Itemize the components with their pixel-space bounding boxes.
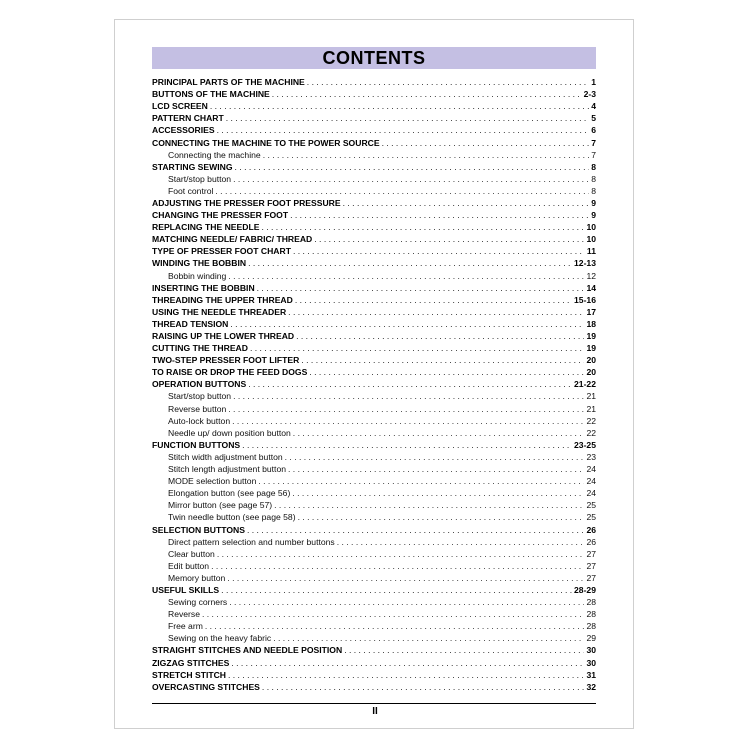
toc-entry	[152, 112, 596, 124]
toc-entry-page: 28	[586, 609, 596, 620]
dot-leader	[343, 198, 590, 208]
toc-entry-page: 19	[586, 343, 596, 354]
toc-subentry	[152, 511, 596, 523]
dot-leader	[248, 258, 572, 268]
toc-entry	[152, 221, 596, 233]
toc-entry-label: THREADING THE UPPER THREAD	[152, 294, 293, 305]
toc-entry-label: Mirror button (see page 57)	[168, 500, 273, 511]
toc-entry	[152, 100, 596, 112]
toc-entry-label: Sewing on the heavy fabric	[168, 633, 272, 644]
toc-entry-page: 7	[591, 137, 596, 148]
dot-leader	[226, 113, 589, 123]
dot-leader	[230, 319, 584, 329]
toc-entry-label: Needle up/ down position button	[168, 427, 291, 438]
toc-entry	[152, 294, 596, 306]
dot-leader	[258, 476, 584, 486]
toc-entry-label: Free arm	[168, 621, 203, 632]
toc-entry	[152, 378, 596, 390]
dot-leader	[274, 500, 584, 510]
toc-entry	[152, 681, 596, 693]
dot-leader	[337, 537, 585, 547]
toc-subentry	[152, 548, 596, 560]
toc-entry	[152, 88, 596, 100]
dot-leader	[233, 174, 589, 184]
toc-entry-page: 27	[586, 572, 596, 583]
toc-entry-page: 23-25	[574, 439, 596, 450]
toc-entry-page: 11	[586, 246, 596, 257]
dot-leader	[288, 464, 584, 474]
toc-entry	[152, 245, 596, 257]
toc-subentry	[152, 427, 596, 439]
dot-leader	[261, 222, 584, 232]
dot-leader	[301, 355, 584, 365]
toc-entry-label: STRETCH STITCH	[152, 669, 226, 680]
toc-entry-page: 28	[586, 621, 596, 632]
toc-entry	[152, 257, 596, 269]
dot-leader	[229, 597, 584, 607]
toc-entry	[152, 644, 596, 656]
toc-entry-page: 4	[591, 101, 596, 112]
toc-entry-label: OVERCASTING STITCHES	[152, 681, 260, 692]
toc-subentry	[152, 173, 596, 185]
toc-entry	[152, 354, 596, 366]
dot-leader	[314, 234, 584, 244]
toc-entry-label: TWO-STEP PRESSER FOOT LIFTER	[152, 355, 300, 366]
toc-subentry	[152, 270, 596, 282]
toc-entry-page: 21-22	[574, 379, 596, 390]
dot-leader	[231, 658, 584, 668]
toc-entry-page: 8	[591, 185, 596, 196]
toc-entry	[152, 318, 596, 330]
dot-leader	[250, 343, 584, 353]
toc-entry-label: CUTTING THE THREAD	[152, 343, 248, 354]
toc-entry-page: 9	[591, 210, 596, 221]
toc-subentry	[152, 560, 596, 572]
toc-entry	[152, 523, 596, 535]
toc-entry-page: 26	[586, 536, 596, 547]
toc-subentry	[152, 572, 596, 584]
toc-entry-page: 29	[586, 633, 596, 644]
toc-entry-label: Connecting the machine	[168, 149, 261, 160]
toc-entry-label: USEFUL SKILLS	[152, 584, 220, 595]
toc-entry-label: Sewing corners	[168, 597, 228, 608]
toc-entry-page: 10	[586, 234, 596, 245]
toc-entry-label: STRAIGHT STITCHES AND NEEDLE POSITION	[152, 645, 343, 656]
toc-entry	[152, 342, 596, 354]
toc-entry-page: 26	[586, 524, 596, 535]
toc-subentry	[152, 499, 596, 511]
toc-entry-label: Edit button	[168, 560, 210, 571]
toc-entry-label: SELECTION BUTTONS	[152, 524, 245, 535]
toc-entry-page: 24	[586, 476, 596, 487]
dot-leader	[228, 670, 584, 680]
toc-subentry	[152, 451, 596, 463]
toc-entry-page: 20	[586, 367, 596, 378]
toc-entry-page: 2-3	[583, 89, 596, 100]
dot-leader	[285, 452, 585, 462]
dot-leader	[307, 77, 589, 87]
toc-entry-page: 8	[591, 173, 596, 184]
toc-entry-page: 17	[586, 306, 596, 317]
toc-entry-label: MATCHING NEEDLE/ FABRIC/ THREAD	[152, 234, 313, 245]
toc-entry	[152, 233, 596, 245]
toc-entry-label: Stitch length adjustment button	[168, 464, 287, 475]
dot-leader	[217, 549, 585, 559]
dot-leader	[293, 246, 585, 256]
dot-leader	[272, 89, 582, 99]
toc-entry-label: ACCESSORIES	[152, 125, 215, 136]
toc-subentry	[152, 536, 596, 548]
toc-entry-page: 5	[591, 113, 596, 124]
toc-entry	[152, 282, 596, 294]
dot-leader	[235, 162, 590, 172]
toc-entry-page: 22	[586, 415, 596, 426]
toc-entry-page: 20	[586, 355, 596, 366]
toc-entry-label: PRINCIPAL PARTS OF THE MACHINE	[152, 77, 305, 88]
toc-entry	[152, 669, 596, 681]
toc-entry-page: 25	[586, 500, 596, 511]
page-number: II	[372, 706, 378, 717]
dot-leader	[288, 307, 584, 317]
toc-entry-label: Reverse	[168, 609, 200, 620]
toc-subentry	[152, 608, 596, 620]
toc-entry-label: Foot control	[168, 185, 214, 196]
toc-entry-page: 14	[586, 282, 596, 293]
toc-entry	[152, 136, 596, 148]
dot-leader	[205, 621, 585, 631]
toc-subentry	[152, 475, 596, 487]
toc-entry	[152, 209, 596, 221]
toc-entry-label: CHANGING THE PRESSER FOOT	[152, 210, 289, 221]
toc-entry	[152, 76, 596, 88]
dot-leader	[217, 125, 590, 135]
dot-leader	[221, 585, 572, 595]
toc-subentry	[152, 415, 596, 427]
toc-entry-label: ADJUSTING THE PRESSER FOOT PRESSURE	[152, 197, 341, 208]
dot-leader	[293, 428, 585, 438]
toc-entry-page: 9	[591, 197, 596, 208]
toc-subentry	[152, 632, 596, 644]
toc-entry-page: 8	[591, 161, 596, 172]
toc-entry-page: 27	[586, 548, 596, 559]
toc-subentry	[152, 620, 596, 632]
page-title: CONTENTS	[322, 47, 426, 68]
toc-entry-label: Clear button	[168, 548, 215, 559]
toc-entry-page: 21	[586, 403, 596, 414]
contents-title-bar	[152, 47, 596, 69]
toc-entry-page: 15-16	[574, 294, 596, 305]
toc-entry-label: MODE selection button	[168, 476, 257, 487]
toc-entry-label: INSERTING THE BOBBIN	[152, 282, 255, 293]
toc-entry	[152, 330, 596, 342]
dot-leader	[263, 150, 590, 160]
toc-entry-label: TYPE OF PRESSER FOOT CHART	[152, 246, 291, 257]
toc-entry-label: Start/stop button	[168, 173, 232, 184]
toc-entry-page: 18	[586, 318, 596, 329]
dot-leader	[290, 210, 589, 220]
dot-leader	[298, 512, 585, 522]
bottom-divider	[152, 703, 596, 704]
dot-leader	[292, 488, 584, 498]
toc-entry-page: 7	[591, 149, 596, 160]
toc-entry-label: Start/stop button	[168, 391, 232, 402]
dot-leader	[242, 440, 572, 450]
dot-leader	[215, 186, 589, 196]
toc-subentry	[152, 596, 596, 608]
dot-leader	[232, 416, 584, 426]
dot-leader	[248, 379, 572, 389]
toc-entry-label: Direct pattern selection and number buttons	[168, 536, 335, 547]
toc-subentry	[152, 463, 596, 475]
toc-entry-label: TO RAISE OR DROP THE FEED DOGS	[152, 367, 308, 378]
dot-leader	[344, 645, 584, 655]
toc-entry-label: Stitch width adjustment button	[168, 451, 283, 462]
toc-entry-page: 30	[586, 645, 596, 656]
toc-entry-page: 24	[586, 464, 596, 475]
toc-entry-page: 27	[586, 560, 596, 571]
toc-entry-page: 1	[591, 77, 596, 88]
toc-entry-label: LCD SCREEN	[152, 101, 208, 112]
dot-leader	[202, 609, 584, 619]
toc-entry-label: CONNECTING THE MACHINE TO THE POWER SOURCE	[152, 137, 380, 148]
toc-entry	[152, 439, 596, 451]
toc-entry-label: BUTTONS OF THE MACHINE	[152, 89, 270, 100]
dot-leader	[211, 561, 584, 571]
toc-subentry	[152, 390, 596, 402]
toc-entry-label: Memory button	[168, 572, 226, 583]
dot-leader	[295, 295, 572, 305]
toc-entry-label: Twin needle button (see page 58)	[168, 512, 296, 523]
toc-subentry	[152, 185, 596, 197]
toc-entry-label: FUNCTION BUTTONS	[152, 439, 241, 450]
dot-leader	[247, 525, 584, 535]
toc-entry-label: THREAD TENSION	[152, 318, 229, 329]
toc-entry	[152, 306, 596, 318]
toc-entry-label: USING THE NEEDLE THREADER	[152, 306, 287, 317]
toc-subentry	[152, 149, 596, 161]
toc-entry-label: Auto-lock button	[168, 415, 231, 426]
toc-entry-page: 31	[586, 669, 596, 680]
toc-entry-page: 6	[591, 125, 596, 136]
dot-leader	[382, 138, 590, 148]
toc-entry	[152, 366, 596, 378]
toc-entry-page: 12	[586, 270, 596, 281]
dot-leader	[233, 391, 584, 401]
toc-entry-page: 12-13	[574, 258, 596, 269]
toc-entry	[152, 584, 596, 596]
toc-entry-page: 21	[586, 391, 596, 402]
dot-leader	[273, 633, 584, 643]
toc-entry-label: WINDING THE BOBBIN	[152, 258, 247, 269]
toc-entry	[152, 161, 596, 173]
toc-entry-page: 32	[586, 681, 596, 692]
toc-entry	[152, 197, 596, 209]
dot-leader	[296, 331, 584, 341]
toc-entry-label: STARTING SEWING	[152, 161, 233, 172]
toc-entry-page: 30	[586, 657, 596, 668]
toc-entry-page: 28	[586, 597, 596, 608]
toc-entry-page: 25	[586, 512, 596, 523]
dot-leader	[227, 573, 584, 583]
toc-entry-page: 23	[586, 451, 596, 462]
dot-leader	[262, 682, 585, 692]
toc-entry	[152, 124, 596, 136]
toc-entry-label: REPLACING THE NEEDLE	[152, 222, 260, 233]
toc-entry-label: RAISING UP THE LOWER THREAD	[152, 331, 295, 342]
toc-entry	[152, 657, 596, 669]
toc-entry-label: OPERATION BUTTONS	[152, 379, 247, 390]
dot-leader	[309, 367, 584, 377]
toc-entry-label: PATTERN CHART	[152, 113, 224, 124]
dot-leader	[210, 101, 589, 111]
dot-leader	[228, 271, 584, 281]
toc-subentry	[152, 403, 596, 415]
toc-entry-page: 10	[586, 222, 596, 233]
toc-entry-page: 22	[586, 427, 596, 438]
toc-entry-page: 19	[586, 331, 596, 342]
toc-subentry	[152, 487, 596, 499]
toc-entry-label: Reverse button	[168, 403, 227, 414]
toc-entry-page: 24	[586, 488, 596, 499]
toc-entry-label: Bobbin winding	[168, 270, 227, 281]
toc-entry-label: Elongation button (see page 56)	[168, 488, 291, 499]
toc-entry-label: ZIGZAG STITCHES	[152, 657, 230, 668]
dot-leader	[257, 283, 585, 293]
table-of-contents	[152, 76, 596, 693]
toc-entry-page: 28-29	[574, 584, 596, 595]
dot-leader	[228, 404, 584, 414]
